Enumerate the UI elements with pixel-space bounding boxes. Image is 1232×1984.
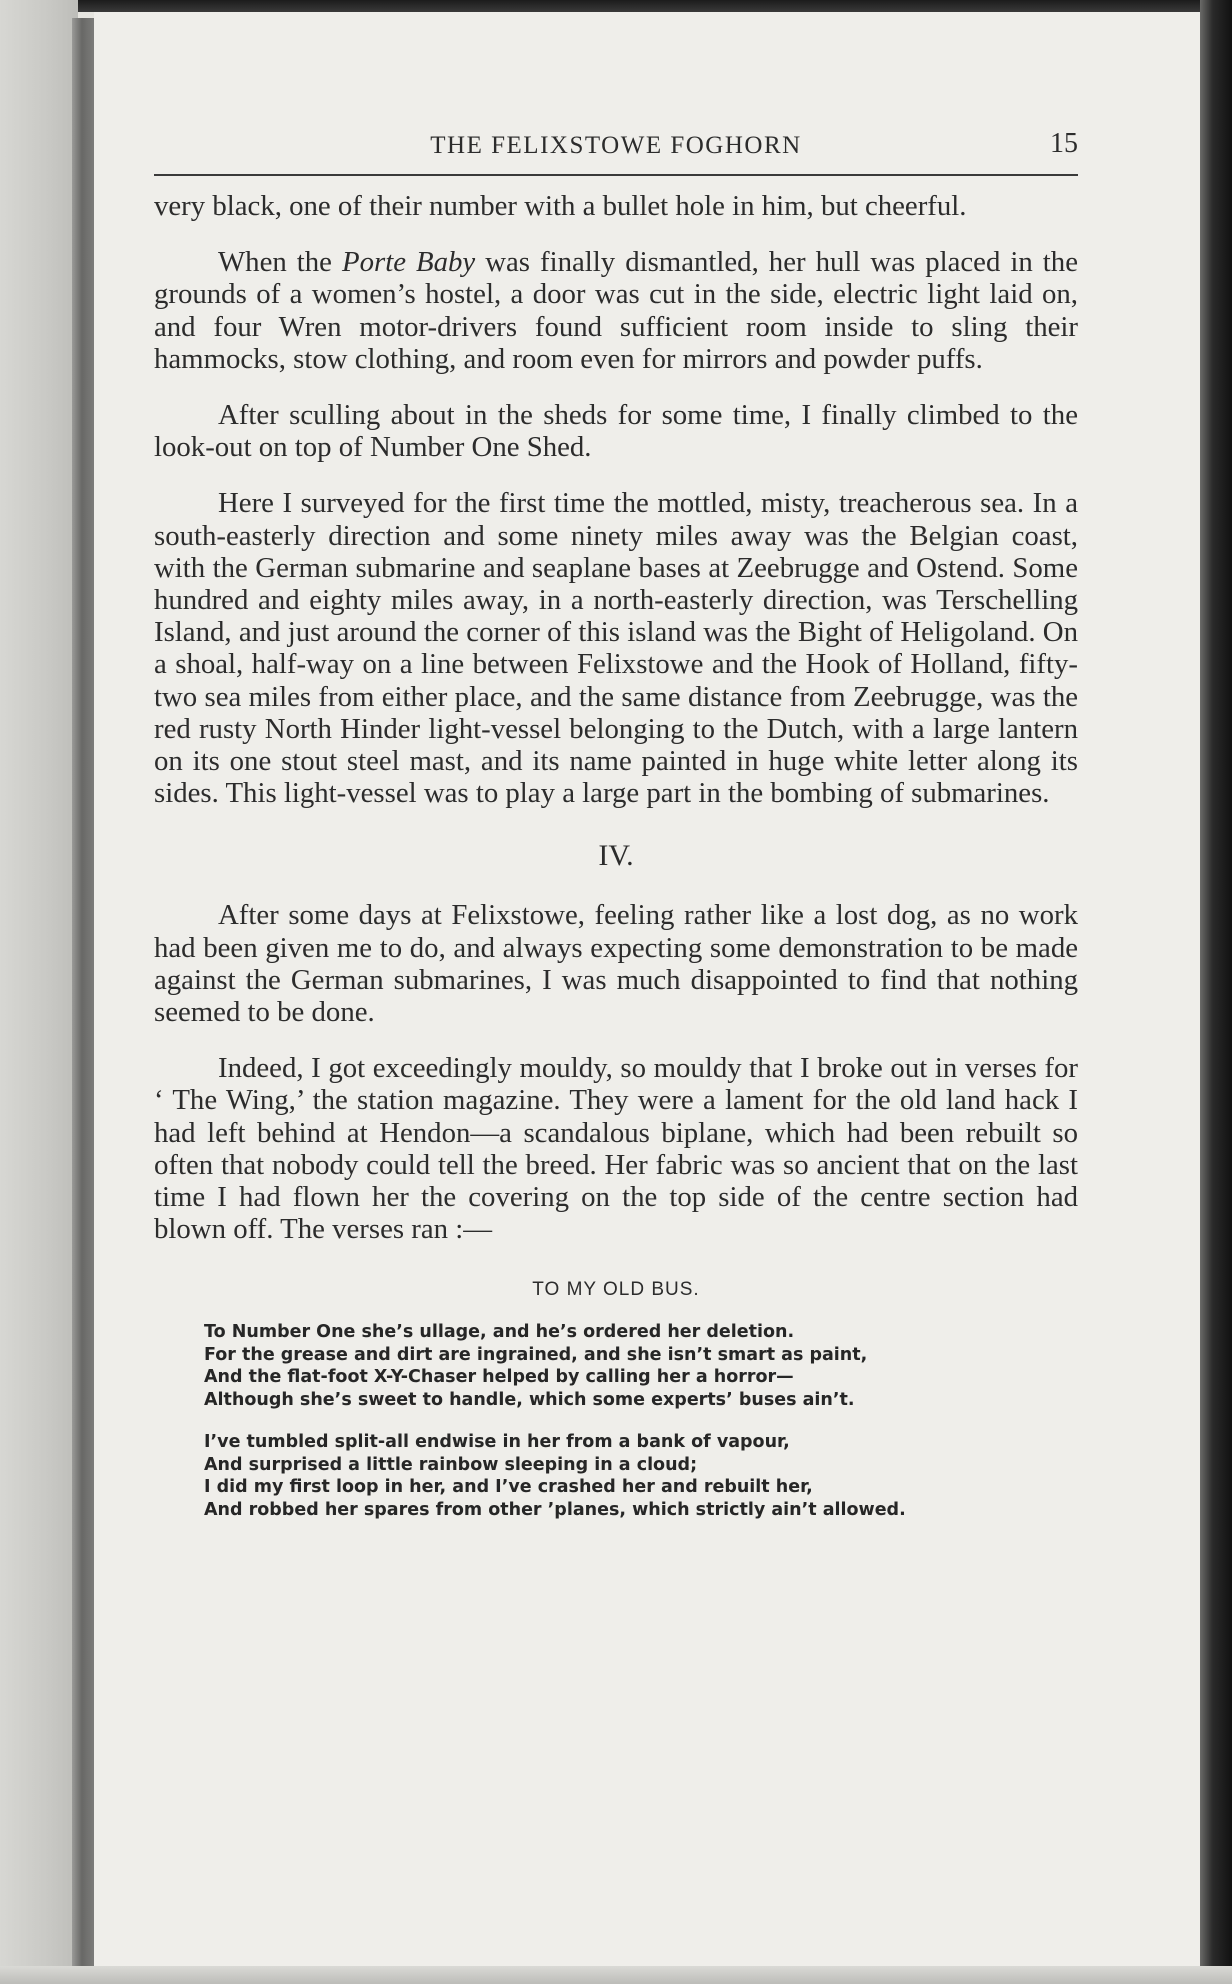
scan-bottom-edge bbox=[0, 1966, 1232, 1984]
scan-right-edge bbox=[1200, 0, 1232, 1984]
verse-line: And surprised a little rainbow sleeping in a cloud; bbox=[204, 1454, 698, 1475]
paragraph-text: When the bbox=[218, 246, 342, 279]
verse-line: I’ve tumbled split-all endwise in her from a bank of vapour, bbox=[204, 1432, 790, 1453]
paragraph-sheds: After sculling about in the sheds for some time, I finally climbed to the look-out on top of Number One Shed. bbox=[154, 399, 1078, 464]
section-heading: IV. bbox=[598, 839, 634, 873]
scan-left-margin bbox=[0, 0, 78, 1984]
poem-title: TO MY OLD BUS. bbox=[532, 1279, 700, 1301]
ship-name-italic: Porte Baby bbox=[342, 246, 476, 279]
paragraph-felixstowe: After some days at Felixstowe, feeling rather like a lost dog, as no work had been given me to do, and always expecting some demonstration to be made against the German submarines, I was much disappointed to find that nothing seemed to be done. bbox=[154, 899, 1078, 1029]
verse-line: For the grease and dirt are ingrained, and she isn’t smart as paint, bbox=[204, 1344, 868, 1365]
page-number: 15 bbox=[1050, 128, 1078, 159]
running-header bbox=[154, 126, 1078, 176]
book-spine-shadow bbox=[72, 18, 94, 1968]
page-content bbox=[154, 126, 1078, 1541]
paragraph-verses: Indeed, I got exceedingly mouldy, so mouldy that I broke out in verses for ‘ The Wing,’ the station magazine. They were a lament for the old land hack I had left behind at Hendon—a scandalous biplane, which had been rebuilt so often that nobody could tell the breed. Her fabric was so ancient that on the last time I had flown her the covering on the top side of the centre section had blown off. The verses ran :— bbox=[154, 1052, 1078, 1246]
paragraph-continued: very black, one of their number with a bullet hole in him, but cheerful. bbox=[154, 190, 967, 222]
book-page bbox=[94, 12, 1200, 1966]
verse-line: And the flat-foot X-Y-Chaser helped by calling her a horror— bbox=[204, 1367, 794, 1388]
verse-line: To Number One she’s ullage, and he’s ordered her deletion. bbox=[204, 1322, 795, 1343]
paragraph-sea: Here I surveyed for the first time the mottled, misty, treacherous sea. In a south-easterly direction and some ninety miles away was the Belgian coast, with the German submarine and seaplane bases at Zeebrugge and Ostend. Some hundred and eighty miles away, in a north-easterly direction, was Terschelling Island, and just around the corner of this island was the Bight of Heligoland. On a shoal, half-way on a line between Felixstowe and the Hook of Holland, fifty-two sea miles from either place, and the same distance from Zeebrugge, was the red rusty North Hinder light-vessel belonging to the Dutch, with a large lantern on its one stout steel mast, and its name painted in huge white letter along its sides. This light-vessel was to play a large part in the bombing of submarines. bbox=[154, 487, 1078, 810]
verse-line: And robbed her spares from other ’planes, which strictly ain’t allowed. bbox=[204, 1499, 906, 1520]
scan-top-edge bbox=[0, 0, 1232, 12]
paragraph-text: was finally dismantled, her hull was placed in the grounds of a women’s hostel, a door was cut in the side, electric light laid on, and four Wren motor-drivers found sufficient room inside to sling their hammocks, stow clothing, and room even for mirrors and powder puffs. bbox=[154, 246, 1078, 375]
running-title: THE FELIXSTOWE FOGHORN bbox=[430, 132, 802, 159]
paragraph-porte-baby bbox=[154, 246, 1078, 375]
poem-stanza-1 bbox=[154, 1321, 1078, 1411]
verse-line: Although she’s sweet to handle, which some experts’ buses ain’t. bbox=[204, 1389, 855, 1410]
poem-stanza-2 bbox=[154, 1431, 1078, 1521]
verse-line: I did my first loop in her, and I’ve crashed her and rebuilt her, bbox=[204, 1477, 813, 1498]
